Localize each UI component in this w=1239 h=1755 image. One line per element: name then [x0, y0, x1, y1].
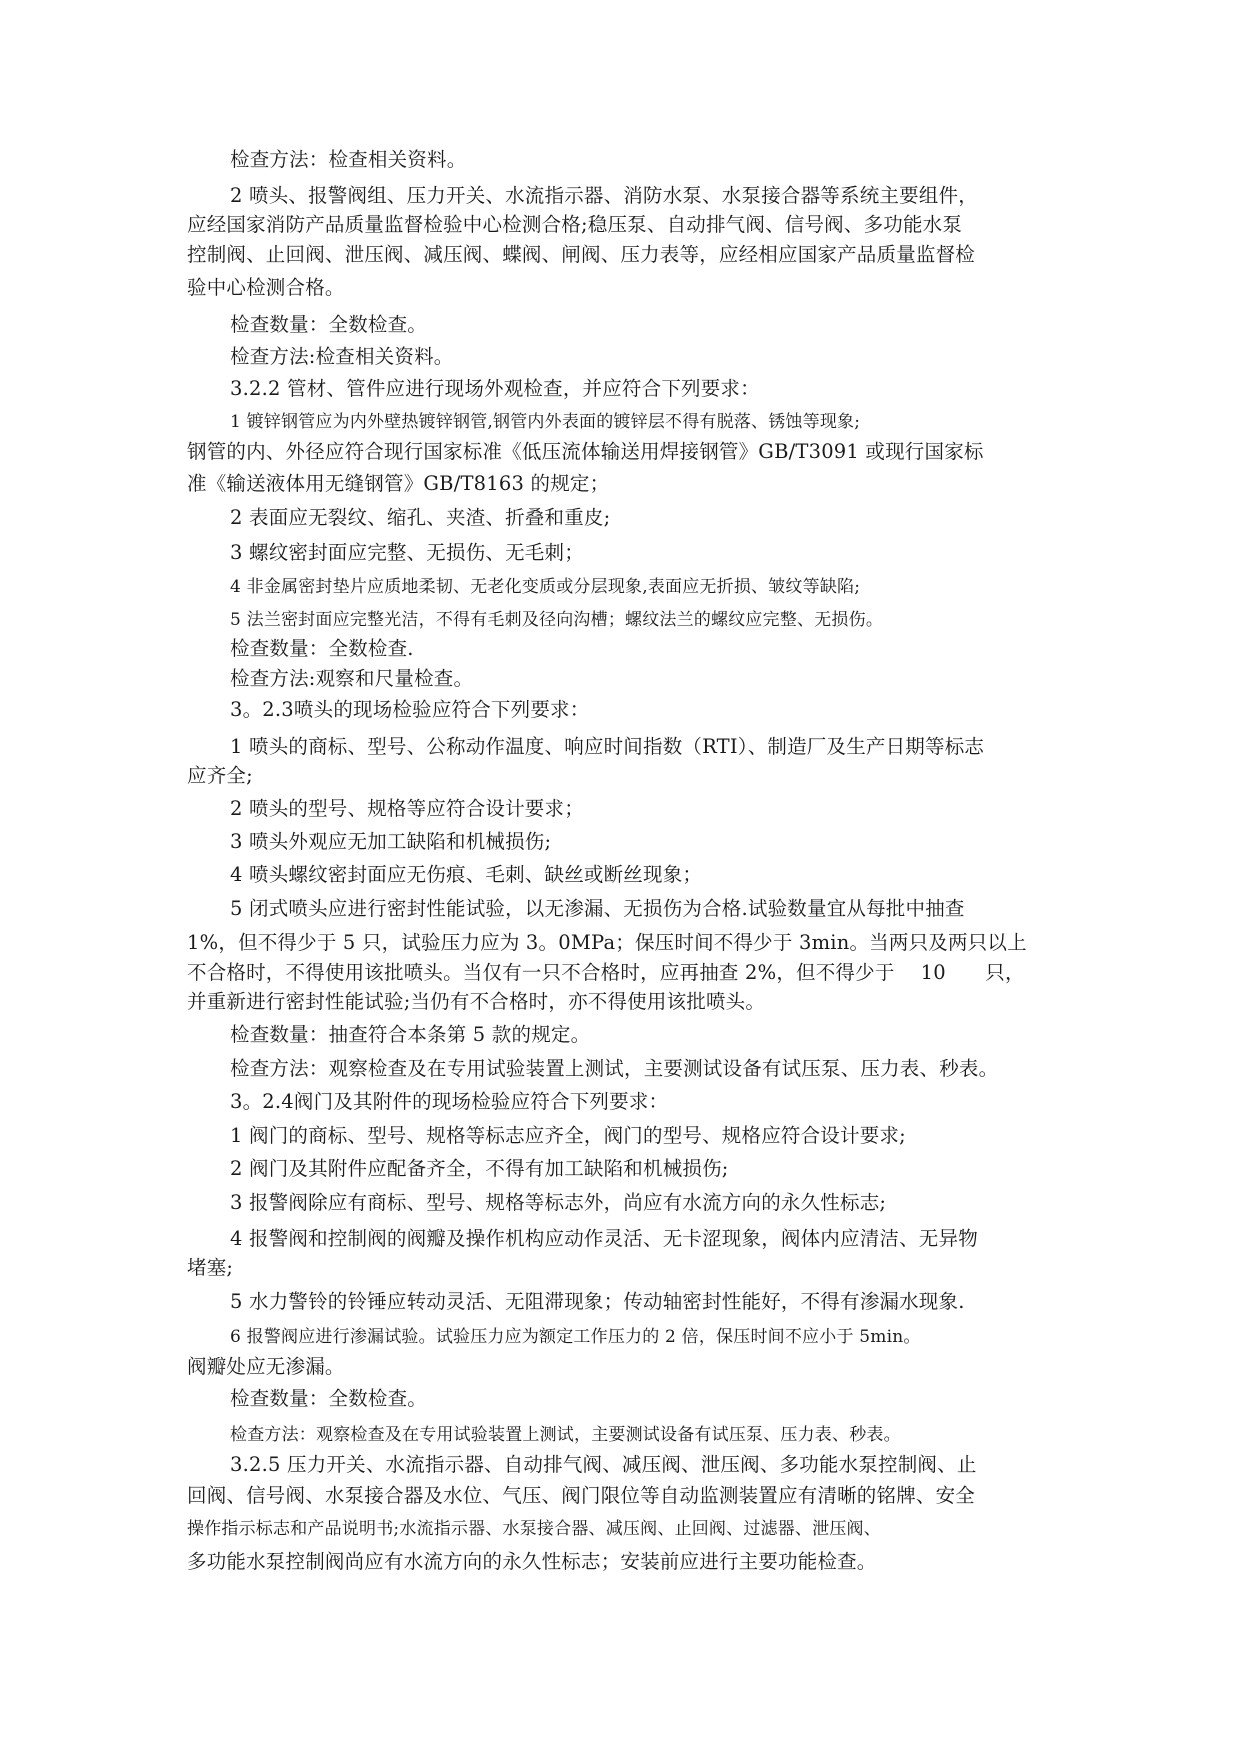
- text-line: 4 报警阀和控制阀的阀瓣及操作机构应动作灵活、无卡涩现象，阀体内应清洁、无异物: [230, 1227, 978, 1250]
- text-line: 准《输送液体用无缝钢管》GB/T8163 的规定；: [187, 472, 610, 495]
- text-line: 控制阀、止回阀、泄压阀、减压阀、蝶阀、闸阀、压力表等，应经相应国家产品质量监督检: [187, 243, 976, 266]
- text-line: 1 镀锌钢管应为内外壁热镀锌钢管,钢管内外表面的镀锌层不得有脱落、锈蚀等现象;: [230, 412, 861, 432]
- text-line: 2 喷头的型号、规格等应符合设计要求；: [230, 797, 584, 820]
- text-line: 3。2.4阀门及其附件的现场检验应符合下列要求：: [230, 1090, 669, 1113]
- text-line: 6 报警阀应进行渗漏试验。试验压力应为额定工作压力的 2 倍，保压时间不应小于 5min。: [230, 1327, 921, 1347]
- text-line: 回阀、信号阀、水泵接合器及水位、气压、阀门限位等自动监测装置应有清晰的铭牌、安全: [187, 1484, 976, 1507]
- text-line: 钢管的内、外径应符合现行国家标准《低压流体输送用焊接钢管》GB/T3091 或现行国家标: [187, 440, 984, 463]
- text-line: 检查数量：抽查符合本条第 5 款的规定。: [230, 1023, 591, 1046]
- text-line: 并重新进行密封性能试验;当仍有不合格时，亦不得使用该批喷头。: [187, 990, 766, 1013]
- text-line: 操作指示标志和产品说明书;水流指示器、水泵接合器、减压阀、止回阀、过滤器、泄压阀、: [187, 1519, 881, 1539]
- text-line: 5 水力警铃的铃锤应转动灵活、无阻滞现象；传动轴密封性能好，不得有渗漏水现象.: [230, 1290, 965, 1313]
- text-line: 2 表面应无裂纹、缩孔、夹渣、折叠和重皮;: [230, 506, 611, 529]
- text-line: 检查数量：全数检查。: [230, 1387, 428, 1410]
- text-line: 检查数量：全数检查.: [230, 637, 414, 660]
- text-line: 验中心检测合格。: [187, 276, 345, 299]
- text-line: 检查方法：检查相关资料。: [230, 148, 467, 171]
- text-line: 5 闭式喷头应进行密封性能试验，以无渗漏、无损伤为合格.试验数量宜从每批中抽查: [230, 897, 965, 920]
- text-line: 检查方法:检查相关资料。: [230, 345, 454, 368]
- text-line: 阀瓣处应无渗漏。: [187, 1355, 345, 1378]
- text-line: 4 非金属密封垫片应质地柔韧、无老化变质或分层现象,表面应无折损、皱纹等缺陷;: [230, 577, 861, 597]
- text-line: 检查方法：观察检查及在专用试验装置上测试，主要测试设备有试压泵、压力表、秒表。: [230, 1425, 901, 1445]
- text-line: 检查方法:观察和尺量检查。: [230, 667, 474, 690]
- text-line: 3 螺纹密封面应完整、无损伤、无毛刺；: [230, 541, 584, 564]
- text-line: 堵塞;: [187, 1256, 234, 1279]
- text-line: 3.2.2 管材、管件应进行现场外观检查，并应符合下列要求：: [230, 377, 760, 400]
- text-line: 3。2.3喷头的现场检验应符合下列要求：: [230, 698, 590, 721]
- text-line: 3 喷头外观应无加工缺陷和机械损伤;: [230, 830, 552, 853]
- text-line: 3.2.5 压力开关、水流指示器、自动排气阀、减压阀、泄压阀、多功能水泵控制阀、止: [230, 1453, 977, 1476]
- text-line: 2 喷头、报警阀组、压力开关、水流指示器、消防水泵、水泵接合器等系统主要组件，: [230, 184, 978, 207]
- text-line: 1 喷头的商标、型号、公称动作温度、响应时间指数（RTI）、制造厂及生产日期等标志: [230, 735, 985, 758]
- text-line: 应齐全;: [187, 764, 253, 787]
- text-line: 4 喷头螺纹密封面应无伤痕、毛刺、缺丝或断丝现象；: [230, 863, 703, 886]
- text-line: 3 报警阀除应有商标、型号、规格等标志外，尚应有水流方向的永久性标志;: [230, 1191, 887, 1214]
- text-line: 多功能水泵控制阀尚应有水流方向的永久性标志；安装前应进行主要功能检查。: [187, 1550, 877, 1573]
- text-line: 不合格时，不得使用该批喷头。当仅有一只不合格时，应再抽查 2%，但不得少于 10 只，: [187, 961, 1025, 984]
- text-line: 1 阀门的商标、型号、规格等标志应齐全，阀门的型号、规格应符合设计要求;: [230, 1124, 906, 1147]
- text-line: 应经国家消防产品质量监督检验中心检测合格;稳压泵、自动排气阀、信号阀、多功能水泵: [187, 213, 963, 236]
- text-line: 1%，但不得少于 5 只，试验压力应为 3。0MPa；保压时间不得少于 3min。当两只及两只以上: [187, 931, 1027, 954]
- text-line: 5 法兰密封面应完整光洁，不得有毛刺及径向沟槽；螺纹法兰的螺纹应完整、无损伤。: [230, 610, 884, 630]
- text-line: 2 阀门及其附件应配备齐全，不得有加工缺陷和机械损伤;: [230, 1157, 729, 1180]
- text-line: 检查数量：全数检查。: [230, 313, 428, 336]
- text-line: 检查方法：观察检查及在专用试验装置上测试，主要测试设备有试压泵、压力表、秒表。: [230, 1057, 999, 1080]
